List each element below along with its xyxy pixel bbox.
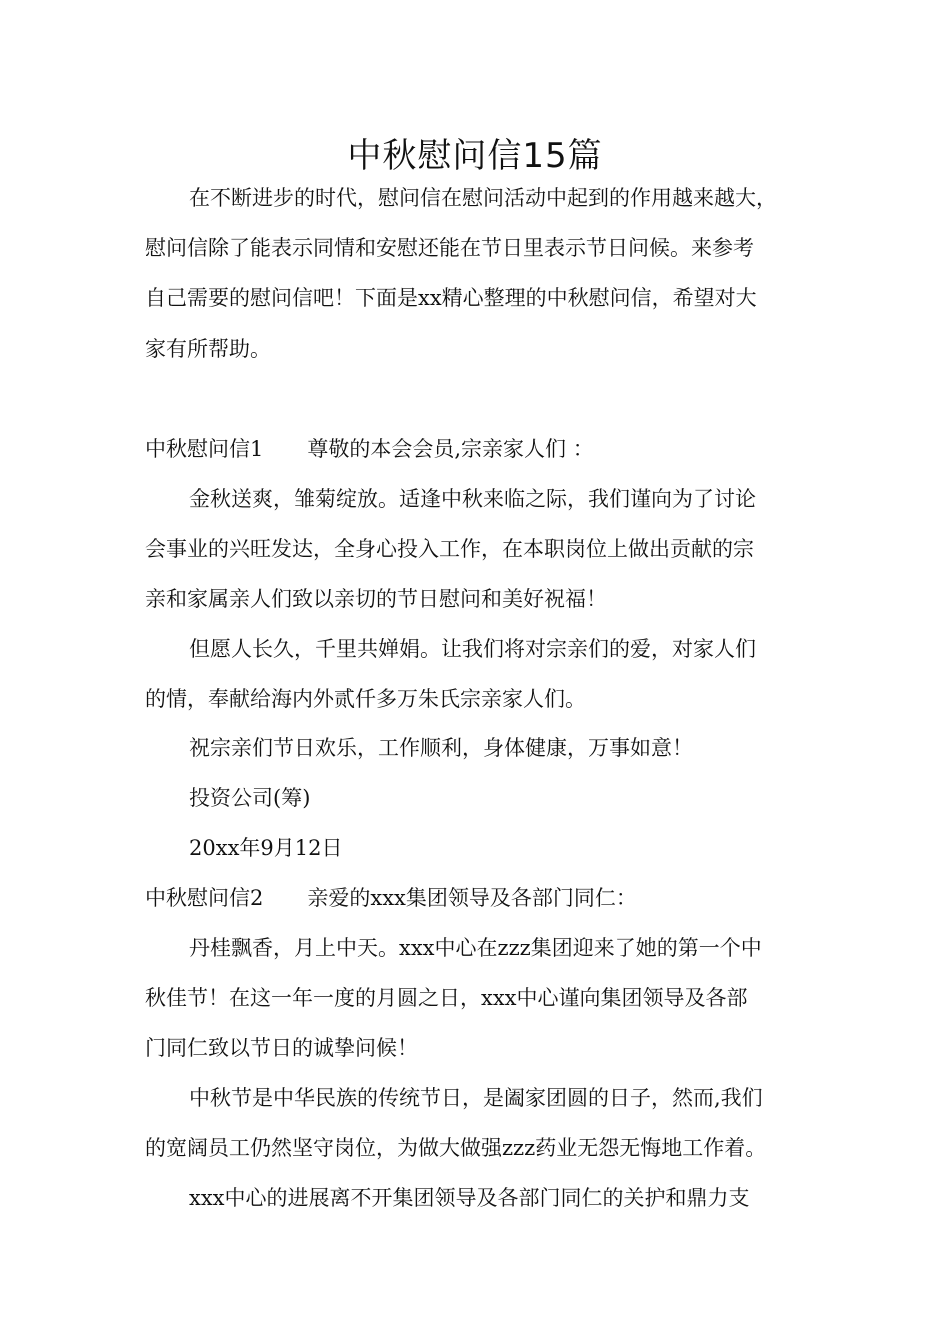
letter2-line: 秋佳节！在这一年一度的月圆之日，xxx中心谨向集团领导及各部: [145, 986, 748, 1010]
letter1-signature: 投资公司(筹): [189, 786, 311, 810]
intro-line: 慰问信除了能表示同情和安慰还能在节日里表示节日问候。来参考: [145, 236, 754, 260]
letter1-date: 20xx年9月12日: [189, 836, 343, 860]
letter1-header-line: [145, 434, 594, 464]
letter1-line: 会事业的兴旺发达，全身心投入工作，在本职岗位上做出贡献的宗: [145, 537, 754, 561]
letter1-line: 的情，奉献给海内外贰仟多万朱氏宗亲家人们。: [145, 687, 586, 711]
letter2-line: 中秋节是中华民族的传统节日，是阖家团圆的日子，然而,我们: [189, 1086, 763, 1110]
letter2-header-line: [145, 883, 637, 913]
letter1-line: 祝宗亲们节日欢乐，工作顺利，身体健康，万事如意！: [189, 736, 693, 760]
intro-line: 家有所帮助。: [145, 337, 271, 361]
intro-line: 自己需要的慰问信吧！下面是xx精心整理的中秋慰问信，希望对大: [145, 286, 757, 310]
letter2-line: xxx中心的进展离不开集团领导及各部门同仁的关护和鼎力支: [189, 1186, 750, 1210]
page-title: 中秋慰问信15篇: [347, 136, 603, 176]
letter1-heading: 中秋慰问信1: [145, 437, 264, 461]
letter2-line: 丹桂飘香，月上中天。xxx中心在zzz集团迎来了她的第一个中: [189, 936, 762, 960]
letter1-line: 金秋送爽，雏菊绽放。适逢中秋来临之际，我们谨向为了讨论: [189, 487, 756, 511]
letter2-salutation: 亲爱的xxx集团领导及各部门同仁：: [307, 886, 637, 910]
letter1-salutation: 尊敬的本会会员,宗亲家人们 ：: [307, 437, 594, 461]
letter2-line: 门同仁致以节日的诚挚问候！: [145, 1036, 418, 1060]
letter2-heading: 中秋慰问信2: [145, 886, 264, 910]
letter2-line: 的宽阔员工仍然坚守岗位，为做大做强zzz药业无怨无悔地工作着。: [145, 1136, 767, 1160]
letter1-line: 但愿人长久，千里共婵娟。让我们将对宗亲们的爱，对家人们: [189, 637, 756, 661]
letter1-line: 亲和家属亲人们致以亲切的节日慰问和美好祝福！: [145, 587, 607, 611]
intro-line: 在不断进步的时代，慰问信在慰问活动中起到的作用越来越大，: [189, 186, 777, 210]
